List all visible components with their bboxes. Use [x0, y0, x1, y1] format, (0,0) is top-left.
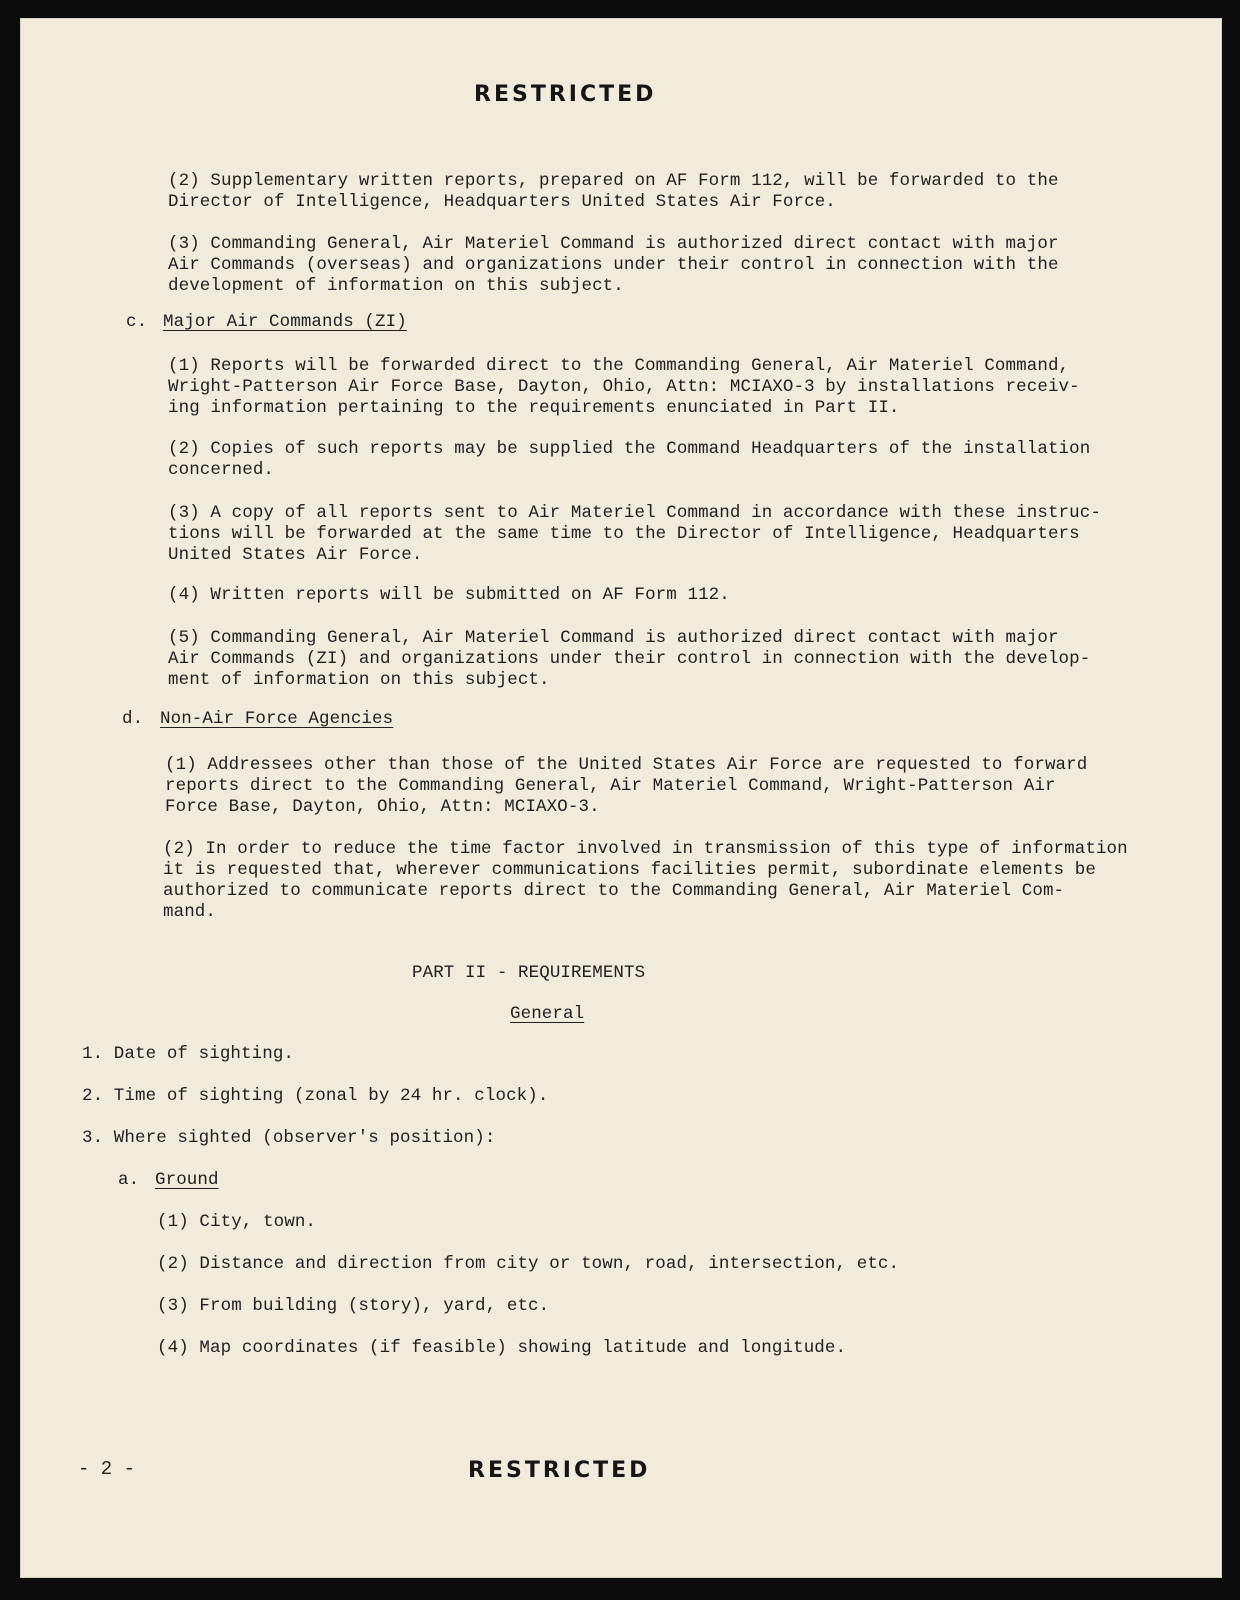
header-classification: RESTRICTED [474, 82, 657, 107]
page-number: - 2 - [78, 1458, 136, 1480]
ground-item: (4) Map coordinates (if feasible) showing latitude and longitude. [157, 1338, 847, 1358]
ground-item: (1) City, town. [157, 1212, 317, 1232]
part-ii-subtitle: General [510, 1004, 585, 1024]
requirement-item: 3. Where sighted (observer's position): [82, 1128, 496, 1148]
subsection-a-letter: a. [118, 1170, 140, 1190]
ground-item: (2) Distance and direction from city or town, road, intersection, etc. [157, 1254, 900, 1274]
section-c-heading: Major Air Commands (ZI) [163, 312, 407, 332]
footer-classification: RESTRICTED [468, 1458, 651, 1483]
para-c5: (5) Commanding General, Air Materiel Command is authorized direct contact with major Air Commands (ZI) and organizations under their control in connection with the develop- ment of information on this subject. [168, 628, 1091, 690]
para-d1: (1) Addressees other than those of the United States Air Force are requested to forward reports direct to the Commanding General, Air Materiel Command, Wright-Patterson Air Force Base, Dayton, Ohio, Attn: MCIAXO-3. [165, 755, 1088, 817]
para-c4: (4) Written reports will be submitted on AF Form 112. [168, 585, 730, 605]
para-b2: (2) Supplementary written reports, prepared on AF Form 112, will be forwarded to the Director of Intelligence, Headquarters United States Air Force. [168, 171, 1059, 212]
requirement-item: 2. Time of sighting (zonal by 24 hr. clock). [82, 1086, 549, 1106]
part-ii-title: PART II - REQUIREMENTS [412, 963, 646, 983]
requirement-item: 1. Date of sighting. [82, 1044, 295, 1064]
section-d-heading: Non-Air Force Agencies [160, 709, 394, 729]
ground-item: (3) From building (story), yard, etc. [157, 1296, 550, 1316]
para-c1: (1) Reports will be forwarded direct to the Commanding General, Air Materiel Command, Wright-Patterson Air Force Base, Dayton, Ohio, Attn: MCIAXO-3 by installations receiv- ing information pertaining to the requirements enunciated in Part II. [168, 356, 1080, 418]
para-b3: (3) Commanding General, Air Materiel Command is authorized direct contact with major Air Commands (overseas) and organizations under their control in connection with the development of information on this subject. [168, 234, 1059, 296]
para-c2: (2) Copies of such reports may be supplied the Command Headquarters of the installation concerned. [168, 439, 1091, 480]
section-d-letter: d. [122, 709, 144, 729]
document-page [20, 18, 1222, 1578]
section-c-letter: c. [126, 312, 148, 332]
para-c3: (3) A copy of all reports sent to Air Materiel Command in accordance with these instruc- tions will be forwarded at the same time to the Director of Intelligence, Headquarters United States Air Force. [168, 503, 1101, 565]
subsection-a-heading: Ground [155, 1170, 219, 1190]
para-d2: (2) In order to reduce the time factor involved in transmission of this type of information it is requested that, wherever communications facilities permit, subordinate elements be authorized to communicate reports direct to the Commanding General, Air Materiel Com- mand. [163, 839, 1128, 922]
